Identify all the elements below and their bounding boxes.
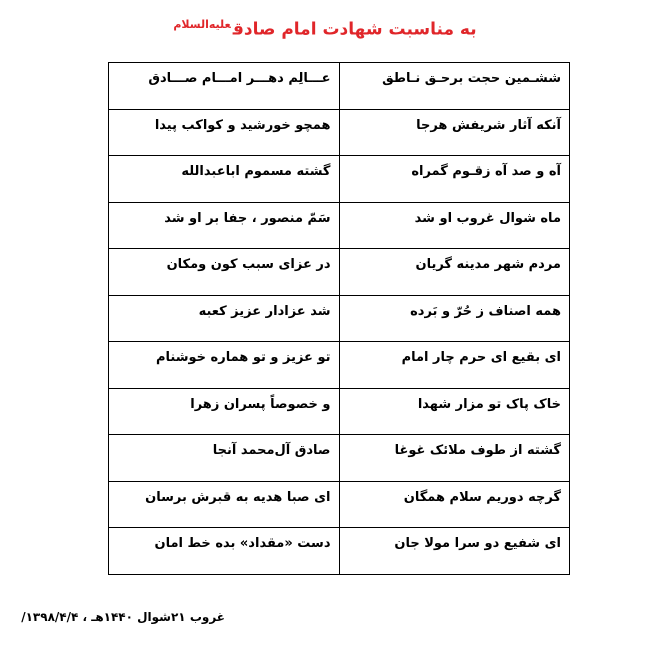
verse-row [109,388,570,435]
verse-first-half: گرچه دوریم سلام همگان [339,481,570,528]
verse-first-half: ششـمین حجت برحـق نـاطق [339,63,570,110]
verse-second-half: تو عزیز و تو هماره خوشنام [109,342,340,389]
verse-second-half: ای صبا هدیه به قبرش برسان [109,481,340,528]
verse-row [109,295,570,342]
page-title [0,18,650,40]
verse-first-half: ماه شوال غروب او شد [339,202,570,249]
verse-first-half: گشته از طوف ملائک غوغا [339,435,570,482]
verse-row [109,435,570,482]
verse-second-half: گشته مسموم اباعبدالله [109,156,340,203]
verse-second-half: صادق آل‌محمد آنجا [109,435,340,482]
verse-first-half: خاک پاک تو مزار شهدا [339,388,570,435]
verse-row [109,249,570,296]
verse-second-half: و خصوصاً پسران زهرا [109,388,340,435]
verse-second-half: در عزای سبب کون ومکان [109,249,340,296]
title-text: به مناسبت شهادت امام صادق [232,19,477,40]
verse-second-half: عـــالِم دهـــر امـــام صـــادق [109,63,340,110]
verse-row [109,342,570,389]
verse-first-half: مردم شهر مدینه گریان [339,249,570,296]
verse-row [109,63,570,110]
verse-second-half: دست «مقداد» بده خط امان [109,528,340,575]
poem-table [108,62,570,575]
verse-row [109,156,570,203]
verse-second-half: سَمّ منصور ، جفا بر او شد [109,202,340,249]
verse-first-half: ای شفیع دو سرا مولا جان [339,528,570,575]
verse-first-half: ای بقیع ای حرم چار امام [339,342,570,389]
verse-row [109,528,570,575]
verse-second-half: همچو خورشید و کواکب پیدا [109,109,340,156]
verse-row [109,202,570,249]
date-footer: غروب ۲۱شوال ۱۴۴۰هـ ، ۱۳۹۸/۴/۴/ [21,610,225,624]
verse-first-half: آنکه آثار شریفش هرجا [339,109,570,156]
verse-first-half: همه اصناف ز حُرّ و بَرده [339,295,570,342]
verse-row [109,109,570,156]
verse-second-half: شد عزادار عزیز کعبه [109,295,340,342]
verse-row [109,481,570,528]
verse-first-half: آه و صد آه زقـوم گمراه [339,156,570,203]
honorific-calligraphy: علیه‌السلام [173,18,231,31]
